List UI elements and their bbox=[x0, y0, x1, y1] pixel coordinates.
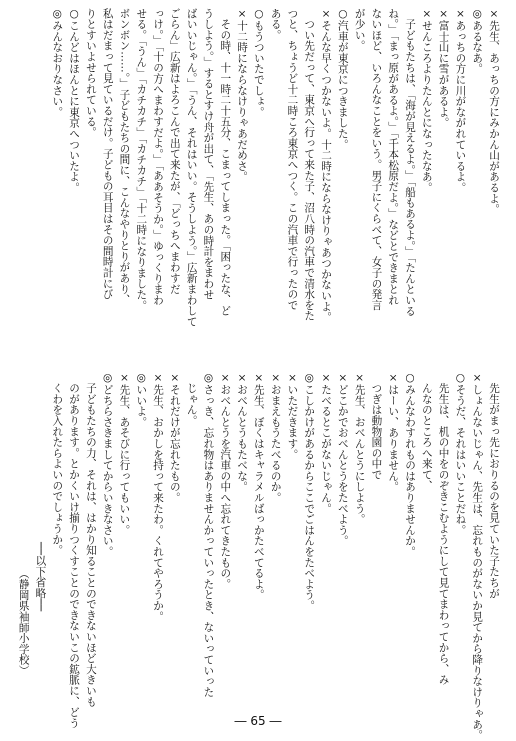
text-line: ×あっちの方に川がながれているよ。 bbox=[454, 8, 467, 193]
text-line: ×どこかでおべんとうをたべよう。 bbox=[336, 372, 349, 547]
text-line: ないほど、いろんなことをいう。男子にくらべて、女子の発言 bbox=[370, 8, 383, 311]
text-line: ×先生、おかしを持って来たわ。くれてやろうか。 bbox=[152, 372, 165, 622]
text-line: ◎いいよ。 bbox=[135, 372, 148, 428]
text-line: ばいいじゃん。」「うん、それはいい。そうしよう。」広新まわして bbox=[185, 8, 198, 327]
text-line: ×富士山に雪があるよ。 bbox=[437, 8, 450, 129]
text-line: つと、ちょうど十二時ころ東京へつく。この汽車で行ったので bbox=[286, 8, 299, 311]
text-line: っけ。」「十の方へまわすだよ。」「ああそうか。」ゆっくりまわ bbox=[152, 8, 165, 306]
text-section-top bbox=[48, 8, 502, 344]
text-line: ◎あるなあ。 bbox=[471, 8, 484, 75]
text-line: 子どもたちは、「海が見えるよ。」「船もあるよ。」「たんといる bbox=[404, 8, 417, 317]
text-line: ×おべんとうもたべな。 bbox=[236, 372, 249, 493]
text-line: ×それだけが忘れたもの。 bbox=[168, 372, 181, 503]
closing-note: ──以下省略── bbox=[34, 542, 47, 612]
text-line: ×先生、おべんとうにしよう。 bbox=[353, 372, 366, 525]
text-line: 私はだまって見ているだけ。子どもの耳目はその間時計にび bbox=[101, 8, 114, 300]
text-line: ○もうついたでしょ。 bbox=[252, 8, 265, 118]
text-line: ×しょんないじゃん、先生は、忘れものがないか見てから降りなけりゃあ。 bbox=[471, 372, 484, 741]
text-line: ◎みんなおりなさい。 bbox=[51, 8, 64, 118]
text-line: ×十二時にならなけりゃあだめさ。 bbox=[236, 8, 249, 183]
text-line: ×はーい、ありません。 bbox=[387, 372, 400, 493]
text-line: ○そうだ、それはいいことだね。 bbox=[454, 372, 467, 536]
text-line: つぎは動物園の中で bbox=[370, 372, 383, 480]
text-line: ごらん」広新はよろこんで出て来たが、「どっちへまわすだ bbox=[168, 8, 181, 295]
text-line: ×そんな早くつかないよ。十二時にならなけりゃあつかないよ。 bbox=[320, 8, 333, 323]
text-line: ◎こしかけがあるからここでごはんをたべよう。 bbox=[303, 372, 316, 611]
text-line: せる。「うん」「カチカチ」「カチカチ」「十二時になりました。 bbox=[135, 8, 148, 311]
page-number: ― 65 ― bbox=[234, 714, 282, 728]
text-line: りとすいよせられている。 bbox=[84, 8, 97, 138]
text-line: うしよう。」するとすけ舟が出て、「先生、あの時計をまわせ bbox=[202, 8, 215, 300]
text-line: ◎どちらさきましてからいきなさい。 bbox=[101, 372, 114, 557]
text-line: のがあります。とかくいけ揃りつくすことのできないこの鉱脈に、どう bbox=[68, 372, 81, 729]
text-line: くわを入れたらよいのでしょうか。 bbox=[51, 372, 64, 556]
text-line: 子どもたちの力、それは、はかり知ることのできないほど大きいも bbox=[84, 372, 97, 707]
text-line: ×おべんとうを汽車の中へ忘れてきたもの。 bbox=[219, 372, 232, 590]
text-line: ボンボン……。」子どもたちの間に、こんなやりとりがあり、 bbox=[118, 8, 131, 306]
author-affiliation: （静岡県袖師小学校） bbox=[17, 568, 30, 676]
text-line: ×いただきます。 bbox=[286, 372, 299, 460]
text-line: ○こんどはほんとに東京へついたよ。 bbox=[68, 8, 81, 193]
text-line: ×先生、あっちの方にみかん山があるよ。 bbox=[488, 8, 500, 215]
text-line: ◎さっき、忘れ物はありませんかっていったとき、ないっていった bbox=[202, 372, 215, 698]
text-line: つい先だって、東京へ行って来た子、沼八時の汽車で清水をた bbox=[303, 8, 316, 322]
text-line: ある。 bbox=[269, 8, 282, 41]
text-line: じゃん。 bbox=[185, 372, 198, 426]
text-line: ね。」「まっ原があるよ。」「千本松原だよ。」などとできまとれ bbox=[387, 8, 400, 306]
text-line: ×先生、ぼくはキャラメルばっかたべてるよ。 bbox=[252, 372, 265, 601]
text-line: が少い。 bbox=[353, 8, 366, 52]
text-line: ×おまえもうたべるのか。 bbox=[269, 372, 282, 503]
text-line: んなのところへ来て、 bbox=[420, 372, 433, 491]
text-line: ○汽車が東京につきました。 bbox=[336, 8, 349, 150]
text-line: ×せんころよりたんとになったなあ。 bbox=[420, 8, 433, 193]
text-line: 先生は、机の中をのぞきこむようにして見てまわってから、み bbox=[437, 372, 450, 686]
text-line: 先生がまっ先におりるのを見ていた子たちが bbox=[488, 372, 500, 599]
text-line: ×先生、あそびに行ってもいい。 bbox=[118, 372, 131, 536]
text-line: その時、十一時二十五分、こまってしまった。「困ったな、ど bbox=[219, 8, 232, 316]
text-line: ×たべるとこがないじゃん。 bbox=[320, 372, 333, 514]
text-line: ○みんなわすれものはありませんか。 bbox=[404, 372, 417, 557]
